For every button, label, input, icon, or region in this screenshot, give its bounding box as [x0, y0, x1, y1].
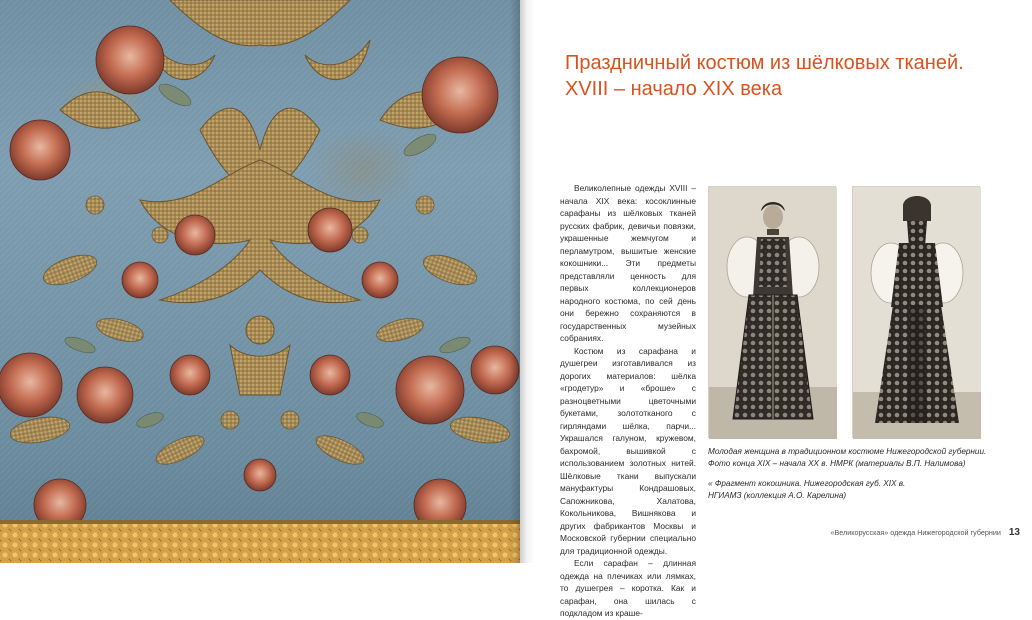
woman-front-illustration	[709, 187, 837, 439]
woman-front-photo	[708, 186, 836, 438]
photo-caption	[708, 446, 998, 469]
body-text-column	[560, 182, 696, 620]
left-image-caption	[708, 478, 998, 501]
body-paragraph: Костюм из сарафана и душегреи изготавливался из дорогих материалов: шёлка «гродетур» и «броше» с разноцветными цветочными букетами, золототканого с гирляндами шёлка, парчи... Украшался галуном, кружевом, бахромой, вышивкой с использованием золотных нитей. Шёлковые ткани выпускали мануфактуры Кондрашовых, Сапожникова, Халатова, Кокольникова, Вишнякова и других фабрикантов Москвы и Московской губернии специально для традиционной одежды.	[560, 345, 696, 556]
title-line-2: XVIII – начало XIX века	[565, 78, 783, 100]
running-footer-title: «Великорусская» одежда Нижегородской губернии	[830, 528, 1001, 537]
woman-back-photo	[852, 186, 980, 438]
body-paragraph: Великолепные одежды XVIII – начала XIX века: косоклинные сарафаны из шёлковых тканей русских фабрик, девичьи повязки, украшенные жемчугом и перламутром, вышитые женские кокошники... Эти предметы представляли ценность для первых коллекционеров народного костюма, по сей день они бережно сохраняются в государственных музейных собраниях.	[560, 183, 696, 343]
embroidered-fabric-photo	[0, 0, 520, 563]
photo-caption-line-2: Фото конца XIX – начала XX в. НМРК (материалы В.П. Налимова)	[708, 458, 966, 468]
photo-caption-line-1: Молодая женщина в традиционном костюме Нижегородской губернии.	[708, 447, 987, 456]
book-gutter-shadow	[510, 0, 534, 563]
fabric-pattern-illustration	[0, 0, 520, 563]
left-caption-line-2: НГИАМЗ (коллекция А.О. Карелина)	[708, 490, 847, 500]
page-title	[565, 50, 1005, 102]
title-line-1: Праздничный костюм из шёлковых тканей.	[565, 52, 964, 74]
body-paragraph: Если сарафан – длинная одежда на плечиках или лямках, то душегрея – коротка. Как и сарафан, она шилась с подкладом из краше-	[560, 558, 696, 618]
woman-back-illustration	[853, 187, 981, 439]
left-caption-line-1: « Фрагмент кокошника. Нижегородская губ. XIX в.	[708, 479, 906, 488]
page-footer	[830, 527, 1020, 538]
page-number: 13	[1008, 527, 1020, 538]
